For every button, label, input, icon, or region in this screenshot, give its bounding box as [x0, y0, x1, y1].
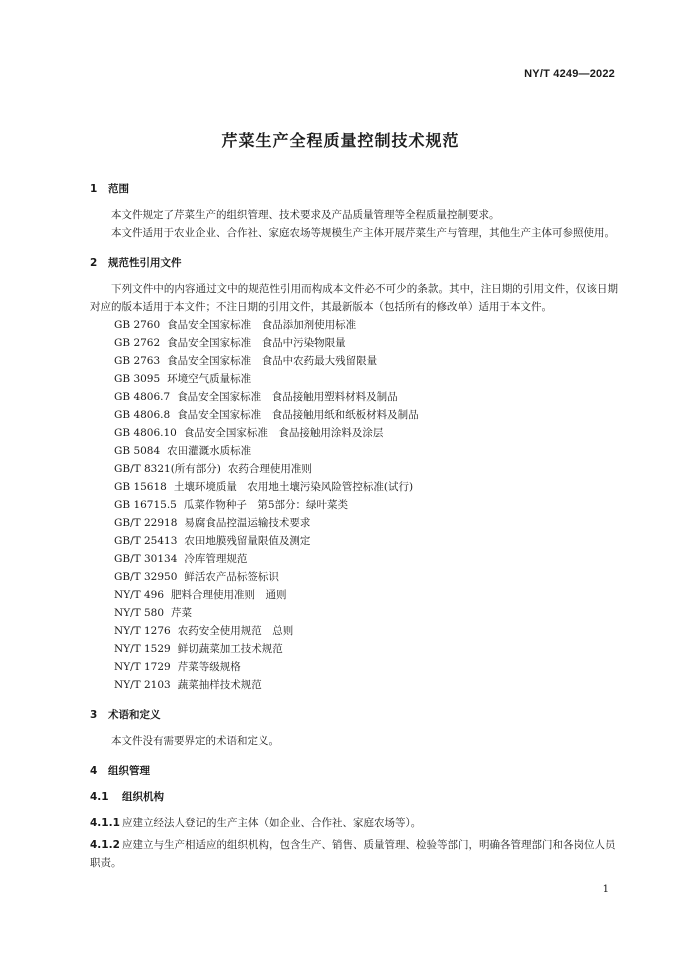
- section-number: 3: [90, 709, 98, 721]
- reference-title: 食品安全国家标准 食品添加剂使用标准: [167, 319, 357, 331]
- reference-code: NY/T 496: [114, 589, 165, 601]
- reference-item: [90, 370, 618, 388]
- subsection-number: 4.1: [90, 791, 109, 803]
- reference-title: 食品安全国家标准 食品中污染物限量: [167, 337, 346, 349]
- reference-item: [90, 442, 618, 460]
- clause-4-1-2: [90, 836, 618, 872]
- reference-title: 农田地膜残留量限值及测定: [184, 535, 311, 547]
- reference-item: [90, 406, 618, 424]
- reference-code: NY/T 1729: [114, 661, 171, 673]
- reference-title: 食品安全国家标准 食品接触用涂料及涂层: [183, 427, 384, 439]
- document-body: [90, 180, 618, 872]
- reference-code: GB 4806.10: [114, 427, 177, 439]
- reference-title: 鲜切蔬菜加工技术规范: [177, 643, 283, 655]
- reference-item: [90, 532, 618, 550]
- reference-list: [90, 316, 618, 694]
- section-heading-references: [90, 254, 618, 272]
- section-title: 规范性引用文件: [108, 257, 182, 269]
- reference-code: GB/T 25413: [114, 535, 178, 547]
- reference-code: NY/T 580: [114, 607, 165, 619]
- section-title: 组织管理: [108, 765, 150, 777]
- reference-title: 鲜活农产品标签标识: [184, 571, 279, 583]
- reference-item: [90, 460, 618, 478]
- reference-item: [90, 388, 618, 406]
- section-number: 4: [90, 765, 98, 777]
- subsection-heading: [90, 788, 618, 806]
- reference-title: 食品安全国家标准 食品中农药最大残留限量: [167, 355, 378, 367]
- reference-title: 食品安全国家标准 食品接触用塑料材料及制品: [177, 391, 398, 403]
- reference-code: GB/T 22918: [114, 517, 178, 529]
- reference-item: [90, 604, 618, 622]
- section-number: 2: [90, 257, 98, 269]
- reference-title: 芹菜等级规格: [177, 661, 241, 673]
- references-intro: 下列文件中的内容通过文中的规范性引用而构成本文件必不可少的条款。其中，注日期的引用文件，仅该日期对应的版本适用于本文件；不注日期的引用文件，其最新版本（包括所有的修改单）适用于本文件。: [90, 283, 618, 313]
- reference-code: GB 5084: [114, 445, 161, 457]
- clause-text: 应建立经法人登记的生产主体（如企业、合作社、家庭农场等）。: [122, 817, 422, 829]
- reference-title: 瓜菜作物种子 第5部分：绿叶菜类: [183, 499, 349, 511]
- reference-item: [90, 496, 618, 514]
- reference-code: NY/T 1276: [114, 625, 171, 637]
- reference-item: [90, 568, 618, 586]
- document-title: 芹菜生产全程质量控制技术规范: [221, 131, 460, 150]
- section-title: 术语和定义: [108, 709, 161, 721]
- reference-title: 环境空气质量标准: [167, 373, 252, 385]
- reference-item: [90, 334, 618, 352]
- clause-4-1-1: [90, 814, 618, 832]
- reference-title: 芹菜: [171, 607, 193, 619]
- reference-item: [90, 640, 618, 658]
- reference-title: 农药安全使用规范 总则: [177, 625, 294, 637]
- reference-code: GB 4806.8: [114, 409, 171, 421]
- reference-item: [90, 586, 618, 604]
- reference-title: 冷库管理规范: [184, 553, 248, 565]
- reference-title: 农田灌溉水质标准: [167, 445, 252, 457]
- reference-code: GB 2762: [114, 337, 161, 349]
- subsection-title: 组织机构: [122, 791, 164, 803]
- standard-code: NY/T 4249—2022: [524, 68, 615, 80]
- reference-code: NY/T 2103: [114, 679, 171, 691]
- clause-text: 应建立与生产相适应的组织机构，包含生产、销售、质量管理、检验等部门，明确各管理部门和各岗位人员职责。: [90, 839, 616, 869]
- reference-code: GB 15618: [114, 481, 167, 493]
- reference-item: [90, 622, 618, 640]
- reference-code: GB 4806.7: [114, 391, 171, 403]
- reference-code: GB 2763: [114, 355, 161, 367]
- section-title: 范围: [108, 183, 129, 195]
- reference-item: [90, 352, 618, 370]
- reference-title: 土壤环境质量 农用地土壤污染风险管控标准(试行): [173, 481, 414, 493]
- reference-item: [90, 676, 618, 694]
- reference-code: GB/T 32950: [114, 571, 178, 583]
- reference-title: 肥料合理使用准则 通则: [171, 589, 287, 601]
- reference-title: 蔬菜抽样技术规范: [177, 679, 262, 691]
- reference-code: GB 16715.5: [114, 499, 177, 511]
- terms-paragraph: 本文件没有需要界定的术语和定义。: [111, 735, 279, 747]
- reference-item: [90, 658, 618, 676]
- section-heading-organization: [90, 762, 618, 780]
- clause-number: 4.1.1: [90, 817, 120, 829]
- reference-title: 农药合理使用准则: [227, 463, 312, 475]
- scope-paragraph-2: 本文件适用于农业企业、合作社、家庭农场等规模生产主体开展芹菜生产与管理，其他生产主体可参照使用。: [111, 227, 615, 239]
- reference-code: NY/T 1529: [114, 643, 171, 655]
- reference-item: [90, 514, 618, 532]
- reference-code: GB 3095: [114, 373, 161, 385]
- reference-title: 易腐食品控温运输技术要求: [184, 517, 311, 529]
- reference-item: [90, 424, 618, 442]
- reference-item: [90, 550, 618, 568]
- page-number: 1: [602, 884, 609, 895]
- section-heading-terms: [90, 706, 618, 724]
- clause-number: 4.1.2: [90, 839, 120, 851]
- reference-code: GB 2760: [114, 319, 161, 331]
- reference-title: 食品安全国家标准 食品接触用纸和纸板材料及制品: [177, 409, 419, 421]
- section-number: 1: [90, 183, 98, 195]
- reference-item: [90, 478, 618, 496]
- reference-code: GB/T 30134: [114, 553, 178, 565]
- section-heading-scope: [90, 180, 618, 198]
- reference-code: GB/T 8321(所有部分): [114, 463, 221, 475]
- reference-item: [90, 316, 618, 334]
- scope-paragraph-1: 本文件规定了芹菜生产的组织管理、技术要求及产品质量管理等全程质量控制要求。: [111, 209, 500, 221]
